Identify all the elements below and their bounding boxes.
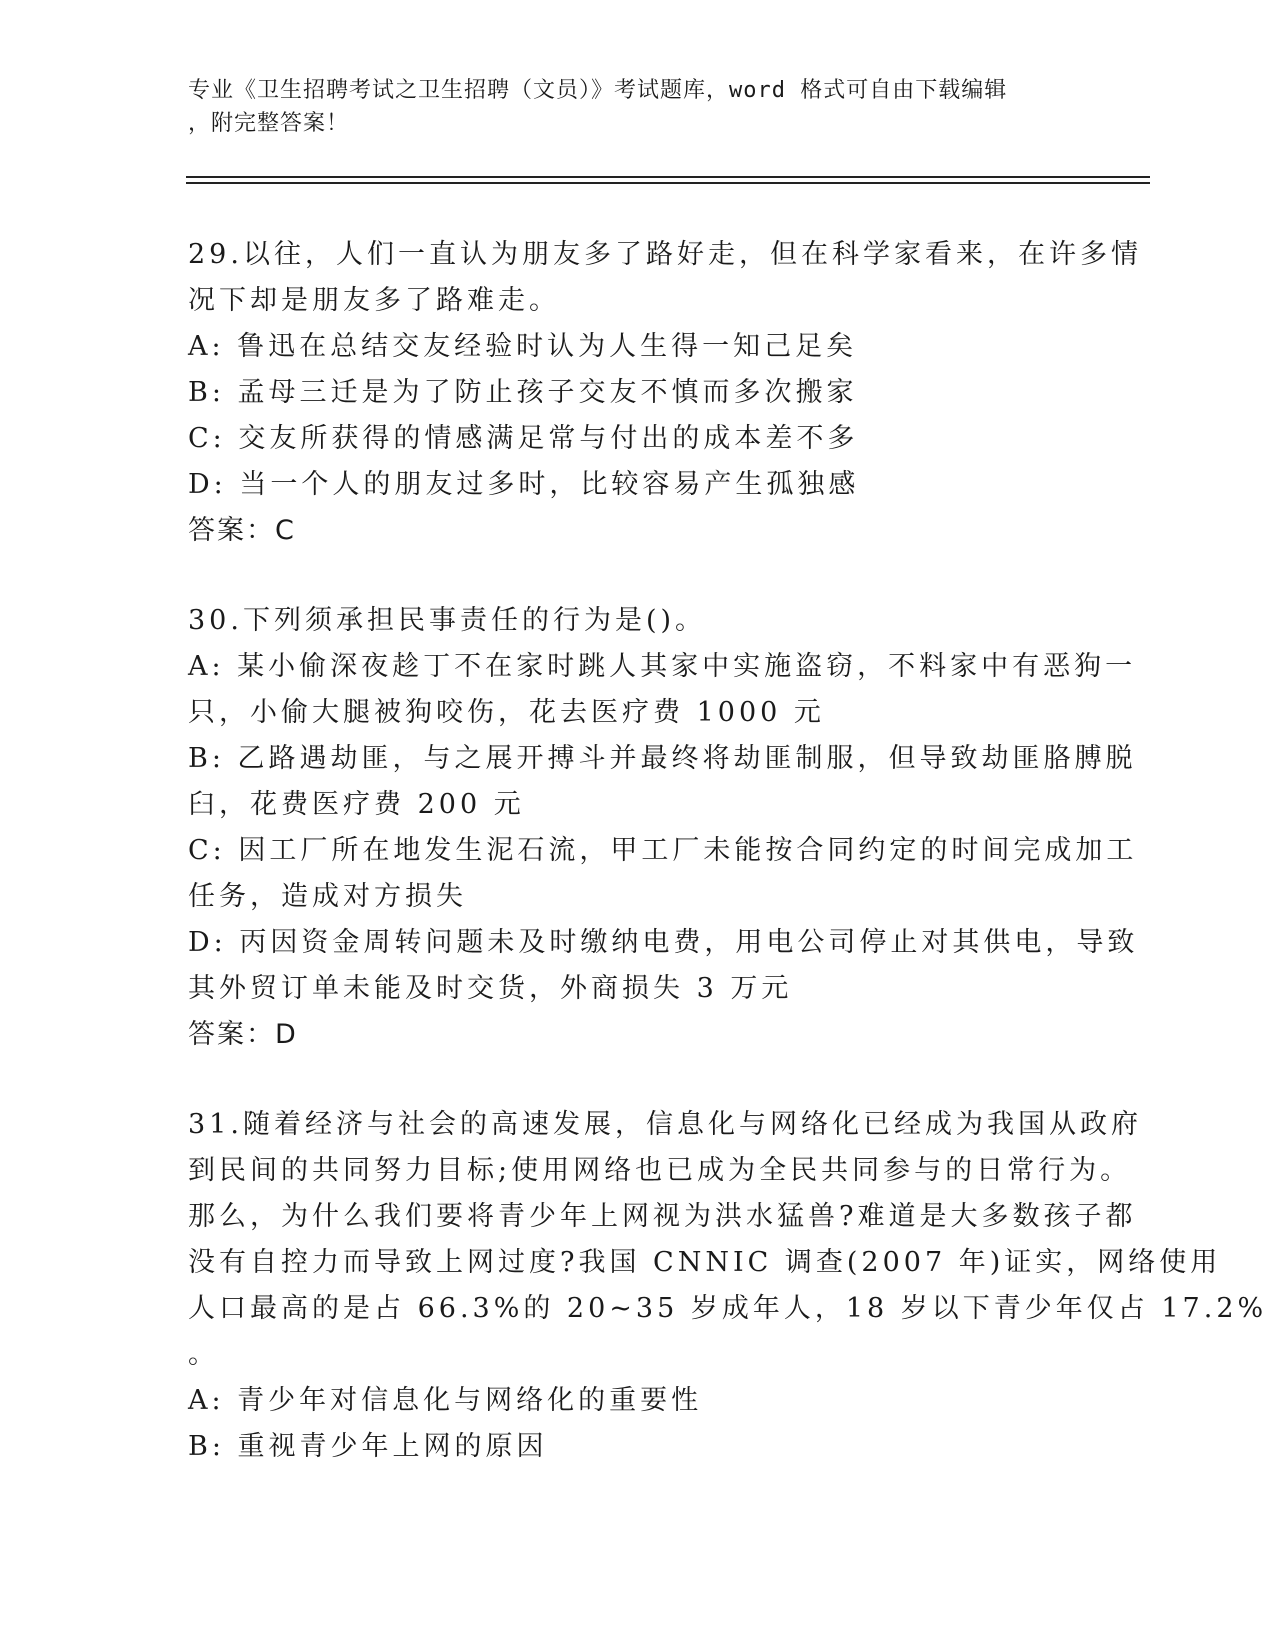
- answer-option: [188, 736, 1137, 828]
- question-stem-line: 。: [188, 1339, 219, 1370]
- answer-option-line: A: 青少年对信息化与网络化的重要性: [188, 1385, 703, 1416]
- answer-option-line: C: 因工厂所在地发生泥石流，甲工厂未能按合同约定的时间完成加工: [188, 835, 1138, 866]
- answer-option: [188, 828, 1138, 920]
- answer-option-line: D: 当一个人的朋友过多时，比较容易产生孤独感: [188, 469, 860, 500]
- answer-option: [188, 462, 1088, 508]
- page-header: [188, 74, 1088, 140]
- question-stem-line: 到民间的共同努力目标;使用网络也已成为全民共同参与的日常行为。: [188, 1155, 1132, 1186]
- answer-option: [188, 370, 1088, 416]
- question-stem-line: 30.下列须承担民事责任的行为是()。: [188, 605, 707, 636]
- answer-option: [188, 920, 1139, 1012]
- header-line-1: 专业《卫生招聘考试之卫生招聘（文员）》考试题库，word 格式可自由下载编辑: [188, 78, 1008, 103]
- answer-option-line: A: 某小偷深夜趁丁不在家时跳人其家中实施盗窃，不料家中有恶狗一: [188, 651, 1137, 682]
- answer-option-line: D: 丙因资金周转问题未及时缴纳电费，用电公司停止对其供电，导致: [188, 927, 1139, 958]
- answer-option: [188, 1378, 1088, 1424]
- question-stem-line: 那么，为什么我们要将青少年上网视为洪水猛兽?难道是大多数孩子都: [188, 1201, 1137, 1232]
- answer-option-line: 臼，花费医疗费 200 元: [188, 789, 525, 820]
- question-stem-line: 31.随着经济与社会的高速发展，信息化与网络化已经成为我国从政府: [188, 1109, 1142, 1140]
- question-stem-line: 况下却是朋友多了路难走。: [188, 285, 560, 316]
- question-stem-line: 29.以往，人们一直认为朋友多了路好走，但在科学家看来，在许多情: [188, 239, 1142, 270]
- answer-option-line: 其外贸订单未能及时交货，外商损失 3 万元: [188, 973, 793, 1004]
- header-line-2: ，附完整答案！: [188, 111, 350, 136]
- answer-option-line: B: 孟母三迁是为了防止孩子交友不慎而多次搬家: [188, 377, 858, 408]
- answer-option: [188, 324, 1088, 370]
- answer-option-line: B: 重视青少年上网的原因: [188, 1431, 548, 1462]
- answer-option: [188, 1424, 1088, 1470]
- answer-option-line: 只，小偷大腿被狗咬伤，花去医疗费 1000 元: [188, 697, 825, 728]
- question-block: [188, 232, 1142, 554]
- answer-option-line: A: 鲁迅在总结交友经验时认为人生得一知己足矣: [188, 331, 858, 362]
- header-divider-top: [186, 176, 1150, 178]
- answer-option-line: C: 交友所获得的情感满足常与付出的成本差不多: [188, 423, 859, 454]
- question-list: [188, 232, 1268, 1514]
- answer-option: [188, 416, 1088, 462]
- answer-key: 答案：D: [188, 1019, 298, 1050]
- question-block: [188, 598, 1139, 1058]
- question-stem-line: 没有自控力而导致上网过度?我国 CNNIC 调查(2007 年)证实，网络使用: [188, 1247, 1222, 1278]
- question-stem-line: 人口最高的是占 66.3%的 20~35 岁成年人，18 岁以下青少年仅占 17.2%: [188, 1293, 1268, 1324]
- answer-option: [188, 644, 1137, 736]
- question-block: [188, 1102, 1268, 1470]
- answer-key: 答案：C: [188, 515, 296, 546]
- header-divider-bottom: [186, 182, 1150, 184]
- answer-option-line: B: 乙路遇劫匪，与之展开搏斗并最终将劫匪制服，但导致劫匪胳膊脱: [188, 743, 1137, 774]
- answer-option-line: 任务，造成对方损失: [188, 881, 467, 912]
